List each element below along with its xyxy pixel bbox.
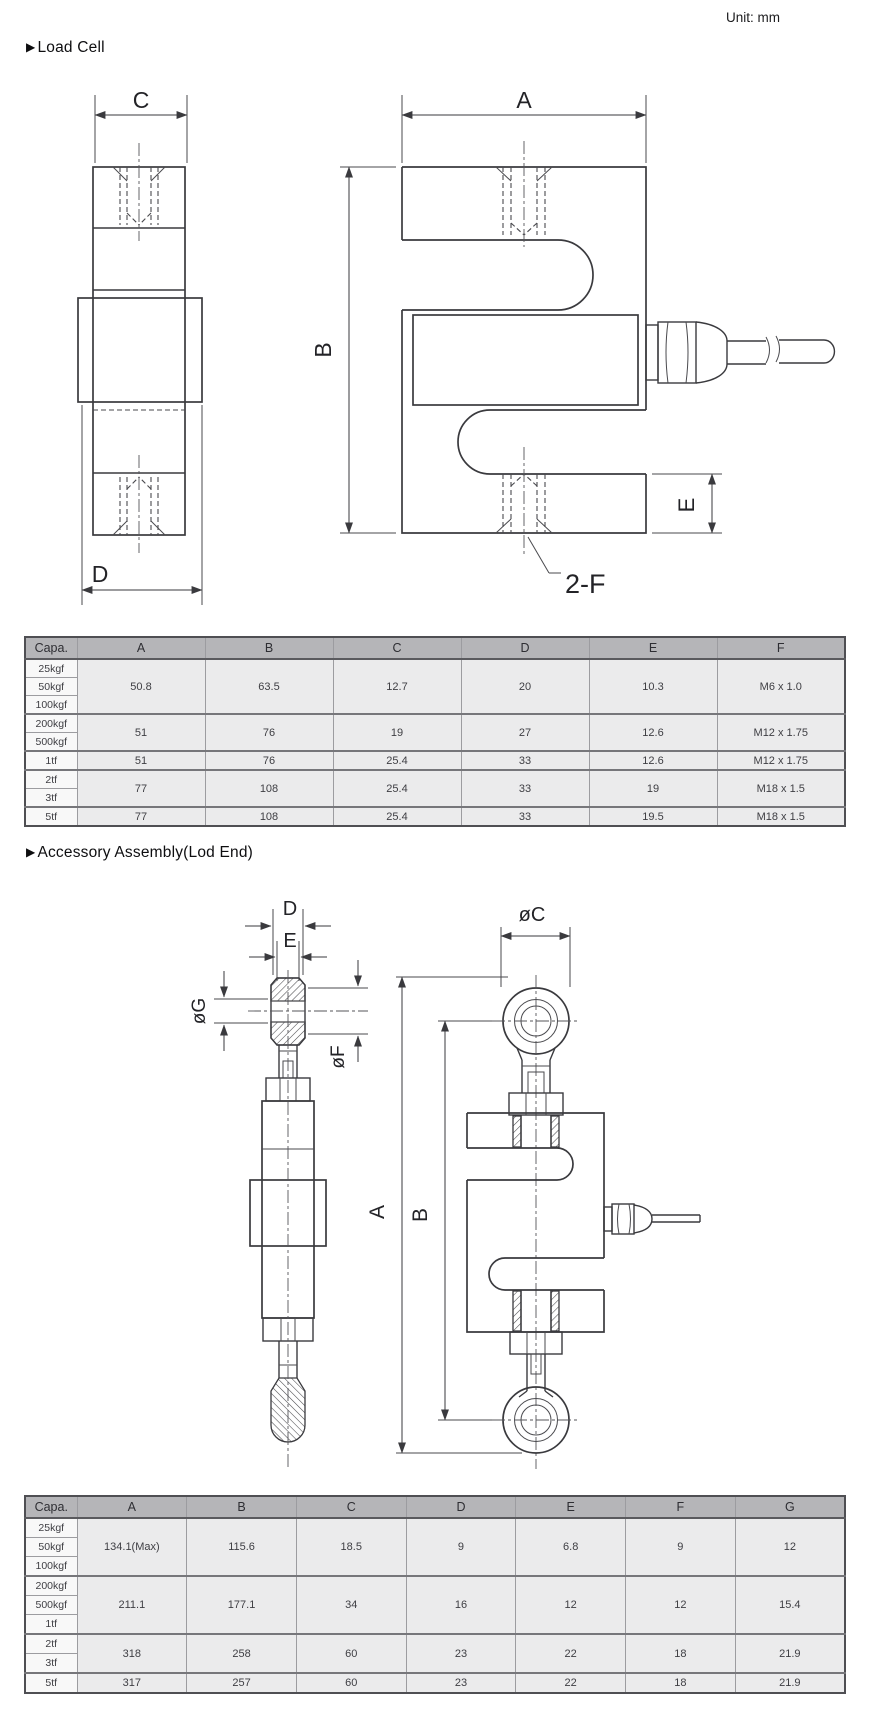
load-cell-front-view — [310, 87, 834, 599]
value-cell: M18 x 1.5 — [717, 807, 845, 826]
value-cell: 18.5 — [296, 1518, 406, 1576]
dim-label-e: E — [674, 497, 699, 513]
table-row — [25, 807, 845, 826]
table-header-row — [25, 1496, 845, 1518]
value-cell: 33 — [461, 807, 589, 826]
value-cell: 211.1 — [77, 1576, 187, 1634]
value-cell: 60 — [296, 1634, 406, 1673]
header-cell: D — [461, 637, 589, 659]
value-cell: 108 — [205, 770, 333, 807]
capa-cell: 200kgf — [25, 1576, 77, 1596]
header-cell: A — [77, 1496, 187, 1518]
value-cell: 6.8 — [516, 1518, 626, 1576]
value-cell: 134.1(Max) — [77, 1518, 187, 1576]
thread-callout-2f: 2-F — [565, 569, 606, 599]
capa-cell: 100kgf — [25, 1557, 77, 1577]
value-cell: 33 — [461, 770, 589, 807]
load-cell-side-view — [78, 87, 202, 605]
header-cell: E — [589, 637, 717, 659]
capa-cell: 1tf — [25, 751, 77, 770]
header-cell: C — [333, 637, 461, 659]
dim-label-b: B — [310, 342, 336, 358]
header-cell: C — [296, 1496, 406, 1518]
table-row — [25, 1673, 845, 1693]
capa-cell: 50kgf — [25, 1538, 77, 1557]
triangle-marker-icon: ▶ — [26, 40, 36, 54]
cable-gland — [646, 322, 834, 383]
value-cell: 23 — [406, 1634, 516, 1673]
value-cell: 10.3 — [589, 659, 717, 714]
capa-cell: 2tf — [25, 1634, 77, 1654]
dim-label-b: B — [409, 1207, 432, 1223]
value-cell: M12 x 1.75 — [717, 751, 845, 770]
dim-label-d: D — [282, 898, 298, 920]
capa-cell: 25kgf — [25, 659, 77, 678]
capa-cell: 500kgf — [25, 1596, 77, 1615]
header-cell: Capa. — [25, 1496, 77, 1518]
assembly-front-view — [366, 904, 700, 1469]
capa-cell: 25kgf — [25, 1518, 77, 1538]
table-row — [25, 751, 845, 770]
capa-cell: 500kgf — [25, 733, 77, 752]
value-cell: 51 — [77, 714, 205, 751]
capa-cell: 2tf — [25, 770, 77, 789]
value-cell: 18 — [626, 1673, 736, 1693]
value-cell: 23 — [406, 1673, 516, 1693]
assembly-side-view — [189, 898, 368, 1469]
value-cell: 22 — [516, 1634, 626, 1673]
value-cell: 108 — [205, 807, 333, 826]
table-row — [25, 714, 845, 733]
section-heading-load-cell — [26, 39, 105, 57]
value-cell: M6 x 1.0 — [717, 659, 845, 714]
accessory-assembly-drawing — [0, 875, 870, 1483]
dim-label-d: D — [91, 561, 109, 587]
dim-label-e: E — [283, 930, 297, 952]
value-cell: 318 — [77, 1634, 187, 1673]
capa-cell: 5tf — [25, 1673, 77, 1693]
header-cell: B — [187, 1496, 297, 1518]
capa-cell: 200kgf — [25, 714, 77, 733]
capa-cell: 50kgf — [25, 678, 77, 696]
capa-cell: 1tf — [25, 1615, 77, 1635]
value-cell: 50.8 — [77, 659, 205, 714]
value-cell: 77 — [77, 770, 205, 807]
section-heading-label: Load Cell — [37, 39, 105, 56]
capa-cell: 100kgf — [25, 696, 77, 715]
value-cell: 15.4 — [735, 1576, 845, 1634]
value-cell: 19 — [589, 770, 717, 807]
accessory-dimension-table — [24, 1495, 846, 1694]
value-cell: 18 — [626, 1634, 736, 1673]
table-row — [25, 1518, 845, 1538]
dim-label-oc: øC — [518, 904, 546, 926]
triangle-marker-icon: ▶ — [26, 845, 36, 859]
value-cell: 9 — [406, 1518, 516, 1576]
value-cell: 34 — [296, 1576, 406, 1634]
value-cell: 12 — [626, 1576, 736, 1634]
value-cell: 16 — [406, 1576, 516, 1634]
capa-cell: 5tf — [25, 807, 77, 826]
dim-label-of: øF — [328, 1045, 349, 1069]
value-cell: 20 — [461, 659, 589, 714]
value-cell: 22 — [516, 1673, 626, 1693]
value-cell: 21.9 — [735, 1634, 845, 1673]
dim-label-og: øG — [189, 997, 210, 1025]
table-row — [25, 1634, 845, 1654]
value-cell: 12 — [516, 1576, 626, 1634]
dim-label-a: A — [516, 87, 532, 113]
table-row — [25, 770, 845, 789]
header-cell: F — [626, 1496, 736, 1518]
header-cell: G — [735, 1496, 845, 1518]
header-cell: B — [205, 637, 333, 659]
header-cell: E — [516, 1496, 626, 1518]
value-cell: 12 — [735, 1518, 845, 1576]
dim-label-c: C — [132, 87, 150, 113]
value-cell: 51 — [77, 751, 205, 770]
value-cell: 27 — [461, 714, 589, 751]
header-cell: Capa. — [25, 637, 77, 659]
value-cell: 25.4 — [333, 807, 461, 826]
unit-note: Unit: mm — [726, 10, 780, 25]
table-header-row — [25, 637, 845, 659]
value-cell: M18 x 1.5 — [717, 770, 845, 807]
value-cell: 76 — [205, 714, 333, 751]
header-cell: F — [717, 637, 845, 659]
value-cell: 77 — [77, 807, 205, 826]
header-cell: A — [77, 637, 205, 659]
capa-cell: 3tf — [25, 789, 77, 808]
table-row — [25, 1576, 845, 1596]
load-cell-dimension-table — [24, 636, 846, 827]
value-cell: 177.1 — [187, 1576, 297, 1634]
load-cell-drawing — [0, 75, 870, 623]
value-cell: 25.4 — [333, 770, 461, 807]
value-cell: 12.6 — [589, 751, 717, 770]
cable-gland-small — [604, 1204, 700, 1234]
dim-label-a: A — [366, 1204, 389, 1220]
value-cell: 258 — [187, 1634, 297, 1673]
value-cell: 25.4 — [333, 751, 461, 770]
header-cell: D — [406, 1496, 516, 1518]
value-cell: 115.6 — [187, 1518, 297, 1576]
value-cell: 19 — [333, 714, 461, 751]
value-cell: 12.6 — [589, 714, 717, 751]
value-cell: 9 — [626, 1518, 736, 1576]
value-cell: M12 x 1.75 — [717, 714, 845, 751]
section-heading-accessory — [26, 844, 253, 862]
capa-cell: 3tf — [25, 1654, 77, 1674]
value-cell: 19.5 — [589, 807, 717, 826]
value-cell: 63.5 — [205, 659, 333, 714]
value-cell: 21.9 — [735, 1673, 845, 1693]
value-cell: 12.7 — [333, 659, 461, 714]
value-cell: 33 — [461, 751, 589, 770]
value-cell: 60 — [296, 1673, 406, 1693]
value-cell: 317 — [77, 1673, 187, 1693]
value-cell: 257 — [187, 1673, 297, 1693]
section-heading-label: Accessory Assembly(Lod End) — [37, 844, 254, 861]
value-cell: 76 — [205, 751, 333, 770]
table-row — [25, 659, 845, 678]
